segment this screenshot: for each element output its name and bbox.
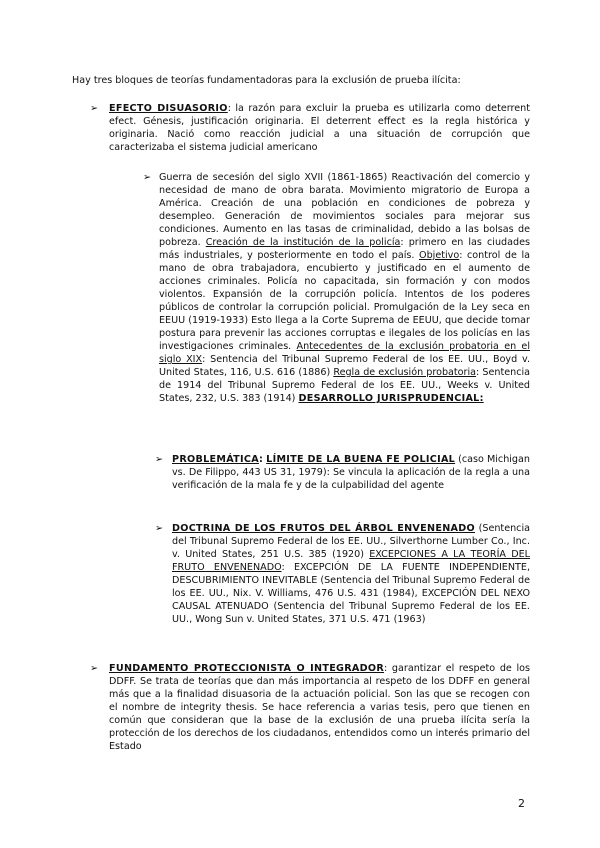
problematica-title-2: LÍMITE DE LA BUENA FE POLICIAL (266, 454, 456, 465)
fundamento-text: : garantizar el respeto de los DDFF. Se trata de teorías que dan más importancia al respeto de los DDFF en general más que a la finalidad disuasoria de la actuación policial. Son las que se recogen con el nombre de integrity thesis. Se hace referencia a varias tesis, pero que tienen en común que consideran que la base de la exclusión de una prueba ilícita sería la protección de los derechos de los ciudadanos, entendidos como un interés primario del Estado (109, 663, 530, 752)
doctrina-text-1: (Sentencia del Tribunal Supremo Federal de los EE. UU., Silverthorne Lumber Co., Inc. v. United States, 251 U.S. 385 (1920) (172, 523, 530, 560)
doctrina-title: DOCTRINA DE LOS FRUTOS DEL ÁRBOL ENVENENADO (172, 523, 475, 534)
guerra-objetivo: Objetivo (419, 250, 460, 261)
problematica-sep: : (258, 454, 267, 465)
fundamento-title: FUNDAMENTO PROTECCIONISTA O INTEGRADOR (109, 663, 385, 674)
guerra-paragraph (159, 171, 530, 405)
section-efecto-disuasorio (90, 102, 530, 154)
page-number: 2 (518, 797, 525, 810)
problematica-paragraph (172, 453, 530, 492)
doctrina-excepciones: EXCEPCIONES A LA TEORÍA DEL FRUTO ENVENENADO (172, 549, 530, 573)
guerra-text-1: Guerra de secesión del siglo XVII (1861-1865) Reactivación del comercio y necesidad de mano de obra barata. Movimiento migratorio de Europa a América. Creación de una población en condiciones de pobreza y desempleo. Generación de movimientos sociales para mejorar sus condiciones. Aumento en las tasas de criminalidad, debido a las bolsas de pobreza. (159, 172, 530, 248)
efecto-title: EFECTO DISUASORIO (109, 103, 228, 114)
guerra-antecedentes: Antecedentes de la exclusión probatoria en el siglo XIX (159, 341, 530, 365)
arrow-bullet-icon: ➢ (90, 663, 99, 674)
guerra-text-4: : Sentencia del Tribunal Supremo Federal de los EE. UU., Boyd v. United States, 116, U.S. 616 (1886) (159, 354, 530, 378)
guerra-creacion-policia: Creación de la institución de la policía (205, 237, 401, 248)
arrow-bullet-icon: ➢ (143, 172, 152, 183)
problematica-title-1: PROBLEMÁTICA (172, 454, 259, 465)
section-problematica (155, 453, 530, 492)
guerra-desarrollo: DESARROLLO JURISPRUDENCIAL: (298, 393, 484, 404)
section-guerra-secesion (143, 171, 530, 405)
section-doctrina-frutos (155, 522, 530, 626)
arrow-bullet-icon: ➢ (90, 103, 99, 114)
guerra-regla-exclusion: Regla de exclusión probatoria (333, 367, 477, 378)
fundamento-paragraph (109, 662, 530, 753)
guerra-text-5: : Sentencia de 1914 del Tribunal Supremo Federal de los EE. UU., Weeks v. United States, 232, U.S. 383 (1914) (159, 367, 531, 404)
efecto-paragraph (109, 102, 530, 154)
arrow-bullet-icon: ➢ (155, 523, 164, 534)
problematica-text: (caso Michigan vs. De Filippo, 443 US 31, 1979): Se vincula la aplicación de la regla a una verificación de la mala fe y de la culpabilidad del agente (172, 454, 530, 491)
doctrina-paragraph (172, 522, 530, 626)
arrow-bullet-icon: ➢ (155, 454, 164, 465)
doctrina-text-2: : EXCEPCIÓN DE LA FUENTE INDEPENDIENTE, DESCUBRIMIENTO INEVITABLE (Sentencia del Tribunal Supremo Federal de los EE. UU., Nix. V. Williams, 476 U.S. 431 (1984), EXCEPCIÓN DEL NEXO CAUSAL ATENUADO (Sentencia del Tribunal Supremo Federal de los EE. UU., Wong Sun v. United States, 371 U.S. 471 (1963) (172, 562, 530, 625)
guerra-text-3: : control de la mano de obra trabajadora, encubierto y justificado en el aumento de acciones criminales. Policía no capacitada, sin formación y con modos violentos. Expansión de la corrupción policía. Intentos de los poderes públicos de controlar la corrupción policial. Promulgación de la Ley seca en EEUU (1919-1933) Esto llega a la Corte Suprema de EEUU, que decide tomar postura para prevenir las acciones corruptas e ilegales de los policías en las investigaciones criminales. (159, 250, 530, 352)
section-fundamento-proteccionista (90, 662, 530, 753)
efecto-text: : la razón para excluir la prueba es utilizarla como deterrent efect. Génesis, justificación originaria. El deterrent effect es la regla histórica y originaria. Nació como reacción judicial a una situación de corrupción que caracterizaba el sistema judicial americano (109, 103, 530, 153)
intro-paragraph: Hay tres bloques de teorías fundamentadoras para la exclusión de prueba ilícita: (72, 75, 461, 86)
guerra-text-2: : primero en las ciudades más industriales, y posteriormente en todo el país. (159, 237, 530, 261)
